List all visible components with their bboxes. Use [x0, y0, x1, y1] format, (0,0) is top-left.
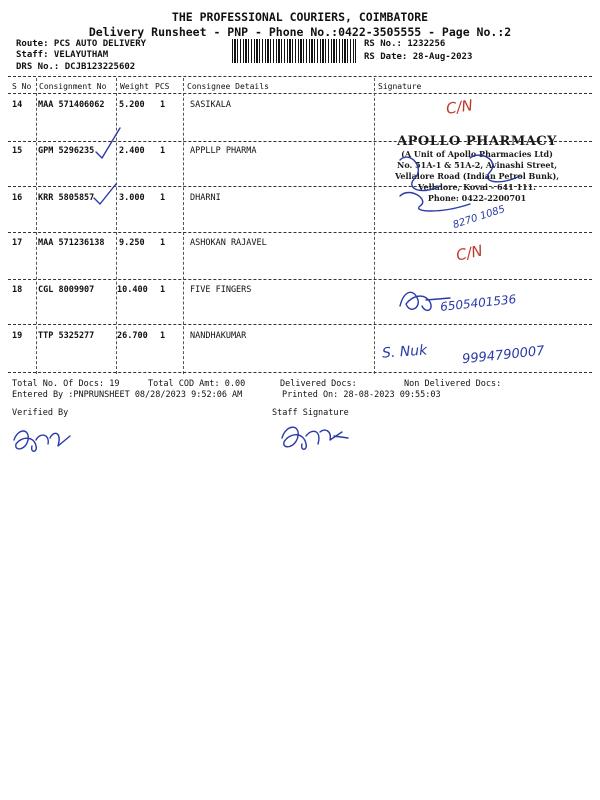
row-pcs: 1 — [160, 193, 166, 203]
printed-on: Printed On: 28-08-2023 09:55:03 — [282, 390, 441, 400]
delivered-docs: Delivered Docs: — [280, 379, 357, 389]
stamp-line: No. 51A-1 & 51A-2, Avinashi Street, — [397, 160, 557, 170]
drs-number: DRS No.: DCJB123225602 — [16, 62, 136, 72]
stamp-line: Phone: 0422-2200701 — [427, 193, 527, 203]
col-sno: S No — [12, 82, 32, 91]
row-sno: 16 — [12, 193, 23, 203]
staff-signature — [282, 427, 348, 449]
rs-number: RS No.: 1232256 — [364, 39, 446, 49]
col-consignee: Consignee Details — [187, 82, 269, 91]
row-consignee: FIVE FINGERS — [190, 285, 252, 295]
row-sno: 15 — [12, 146, 23, 156]
tick-mark-icon — [94, 184, 116, 204]
row-consignment: MAA 571406062 — [38, 100, 105, 110]
total-docs: Total No. Of Docs: 19 — [12, 379, 120, 389]
col-consignment: Consignment No — [39, 82, 107, 91]
row-sno: 17 — [12, 238, 23, 248]
staff-signature-label: Staff Signature — [272, 408, 349, 418]
row-pcs: 1 — [160, 238, 166, 248]
col-pcs: PCS — [155, 82, 170, 91]
non-delivered-docs: Non Delivered Docs: — [404, 379, 502, 389]
row-consignee: ASHOKAN RAJAVEL — [190, 238, 267, 248]
row-consignment: TTP 5325277 — [38, 331, 95, 341]
row-weight: 10.400 — [117, 285, 148, 295]
handwritten-phone: 8270 1085 — [451, 203, 507, 232]
company-title: THE PROFESSIONAL COURIERS, COIMBATORE — [171, 10, 429, 24]
handwritten-phone: 9994790007 — [461, 343, 546, 368]
staff-label: Staff: VELAYUTHAM — [16, 50, 109, 60]
row-consignment: MAA 571236138 — [38, 238, 105, 248]
row-sno: 19 — [12, 331, 23, 341]
cn-mark: C/N — [454, 241, 485, 265]
route-label: Route: PCS AUTO DELIVERY — [16, 39, 147, 49]
cn-mark: C/N — [444, 96, 474, 118]
row-consignment: KRR 5805857 — [38, 193, 95, 203]
row-consignment: GPM 5296235 — [38, 146, 95, 156]
row-consignment: CGL 8009907 — [38, 285, 95, 295]
verified-signature — [14, 431, 70, 451]
stamp-line: Vellalore Road (Indian Petrol Bunk), — [394, 171, 560, 181]
signature-scribble — [400, 155, 520, 211]
row-weight: 3.000 — [119, 193, 145, 203]
row-weight: 26.700 — [117, 331, 148, 341]
row-consignee: DHARNI — [190, 193, 221, 203]
row-consignee: APPLLP PHARMA — [190, 146, 257, 156]
entered-by: Entered By :PNPRUNSHEET 08/28/2023 9:52:06 AM — [12, 390, 243, 400]
tick-mark-icon — [96, 128, 120, 158]
handwritten-name: S. Nuk — [381, 342, 428, 362]
row-pcs: 1 — [160, 285, 166, 295]
row-consignee: SASIKALA — [190, 100, 231, 110]
row-pcs: 1 — [160, 100, 166, 110]
handwritten-phone: 6505401536 — [439, 292, 517, 314]
row-weight: 9.250 — [119, 238, 145, 248]
row-weight: 2.400 — [119, 146, 145, 156]
rs-date: RS Date: 28-Aug-2023 — [364, 52, 473, 62]
row-consignee: NANDHAKUMAR — [190, 331, 247, 341]
col-weight: Weight — [120, 82, 149, 91]
row-pcs: 1 — [160, 146, 166, 156]
row-pcs: 1 — [160, 331, 166, 341]
stamp-title: APOLLO PHARMACY — [397, 134, 557, 149]
row-sno: 14 — [12, 100, 23, 110]
row-weight: 5.200 — [119, 100, 145, 110]
signature-scribble — [400, 292, 450, 310]
stamp-line: Vellalore, Kovai - 641 111. — [418, 182, 536, 192]
runsheet-subtitle: Delivery Runsheet - PNP - Phone No.:0422-3505555 - Page No.:2 — [88, 25, 512, 39]
row-sno: 18 — [12, 285, 23, 295]
total-cod: Total COD Amt: 0.00 — [148, 379, 246, 389]
stamp-line: (A Unit of Apollo Pharmacies Ltd) — [401, 149, 553, 159]
verified-by-label: Verified By — [12, 408, 69, 418]
col-signature: Signature — [378, 82, 422, 91]
